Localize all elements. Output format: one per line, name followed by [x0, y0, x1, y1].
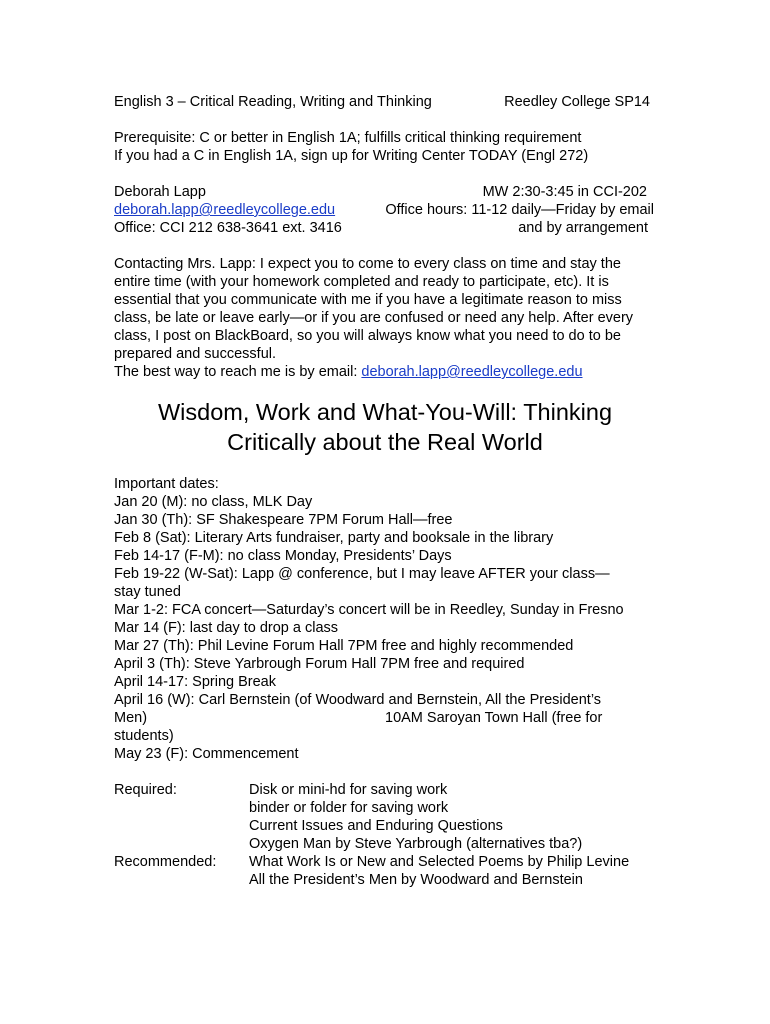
best-contact-line — [114, 363, 583, 381]
office-info: Office: CCI 212 638-3641 ext. 3416 — [114, 220, 342, 236]
writing-center-line: If you had a C in English 1A, sign up for Writing Center TODAY (Engl 272) — [114, 148, 589, 164]
instructor-name: Deborah Lapp — [114, 184, 206, 200]
contact-email-link[interactable]: deborah.lapp@reedleycollege.edu — [361, 364, 583, 380]
required-item: Oxygen Man by Steve Yarbrough (alternatives tba?) — [249, 836, 583, 852]
contact-paragraph-line: class, be late or leave early—or if you are confused or need any help. After every — [114, 310, 634, 326]
prerequisite-line: Prerequisite: C or better in English 1A; fulfills critical thinking requirement — [114, 130, 582, 146]
contact-paragraph-line: entire time (with your homework completed and ready to participate, etc). It is — [114, 274, 609, 290]
date-item-location: 10AM Saroyan Town Hall (free for — [385, 710, 603, 726]
date-item: Mar 14 (F): last day to drop a class — [114, 620, 339, 636]
recommended-item: What Work Is or New and Selected Poems by Philip Levine — [249, 854, 630, 870]
date-item: students) — [114, 728, 174, 744]
required-label: Required: — [114, 782, 177, 798]
date-item: Mar 27 (Th): Phil Levine Forum Hall 7PM free and highly recommended — [114, 638, 574, 654]
contact-paragraph-line: class, I post on BlackBoard, so you will always know what you need to do to be — [114, 328, 621, 344]
contact-paragraph-line: essential that you communicate with me if you have a legitimate reason to miss — [114, 292, 622, 308]
dates-heading: Important dates: — [114, 476, 219, 492]
date-item: April 3 (Th): Steve Yarbrough Forum Hall 7PM free and required — [114, 656, 525, 672]
date-item: stay tuned — [114, 584, 181, 600]
office-hours: Office hours: 11-12 daily—Friday by email — [385, 202, 654, 218]
date-item: April 14-17: Spring Break — [114, 674, 276, 690]
required-item: Disk or mini-hd for saving work — [249, 782, 448, 798]
course-theme-title: Wisdom, Work and What-You-Will: Thinking — [157, 399, 613, 425]
recommended-item: All the President’s Men by Woodward and Bernstein — [249, 872, 583, 888]
required-item: Current Issues and Enduring Questions — [249, 818, 503, 834]
date-item: May 23 (F): Commencement — [114, 746, 299, 762]
recommended-label: Recommended: — [114, 854, 217, 870]
instructor-email-link[interactable]: deborah.lapp@reedleycollege.edu — [114, 202, 336, 218]
date-item: Jan 30 (Th): SF Shakespeare 7PM Forum Hall—free — [114, 512, 453, 528]
course-title: English 3 – Critical Reading, Writing and Thinking — [114, 94, 432, 110]
class-schedule: MW 2:30-3:45 in CCI-202 — [482, 184, 647, 200]
date-item: Mar 1-2: FCA concert—Saturday’s concert will be in Reedley, Sunday in Fresno — [114, 602, 624, 618]
date-item: April 16 (W): Carl Bernstein (of Woodward and Bernstein, All the President’s — [114, 692, 602, 708]
date-item: Men) — [114, 710, 148, 726]
required-item: binder or folder for saving work — [249, 800, 449, 816]
date-item: Feb 14-17 (F-M): no class Monday, Presidents’ Days — [114, 548, 452, 564]
date-item: Jan 20 (M): no class, MLK Day — [114, 494, 313, 510]
college-term: Reedley College SP14 — [504, 94, 650, 110]
office-arrangement: and by arrangement — [518, 220, 648, 236]
date-item: Feb 19-22 (W-Sat): Lapp @ conference, but I may leave AFTER your class— — [114, 566, 610, 582]
contact-paragraph-line: Contacting Mrs. Lapp: I expect you to come to every class on time and stay the — [114, 256, 621, 272]
contact-paragraph-line: prepared and successful. — [114, 346, 277, 362]
date-item: Feb 8 (Sat): Literary Arts fundraiser, party and booksale in the library — [114, 530, 554, 546]
course-theme-subtitle: Critically about the Real World — [227, 429, 543, 455]
best-contact-text: The best way to reach me is by email: — [114, 364, 362, 380]
